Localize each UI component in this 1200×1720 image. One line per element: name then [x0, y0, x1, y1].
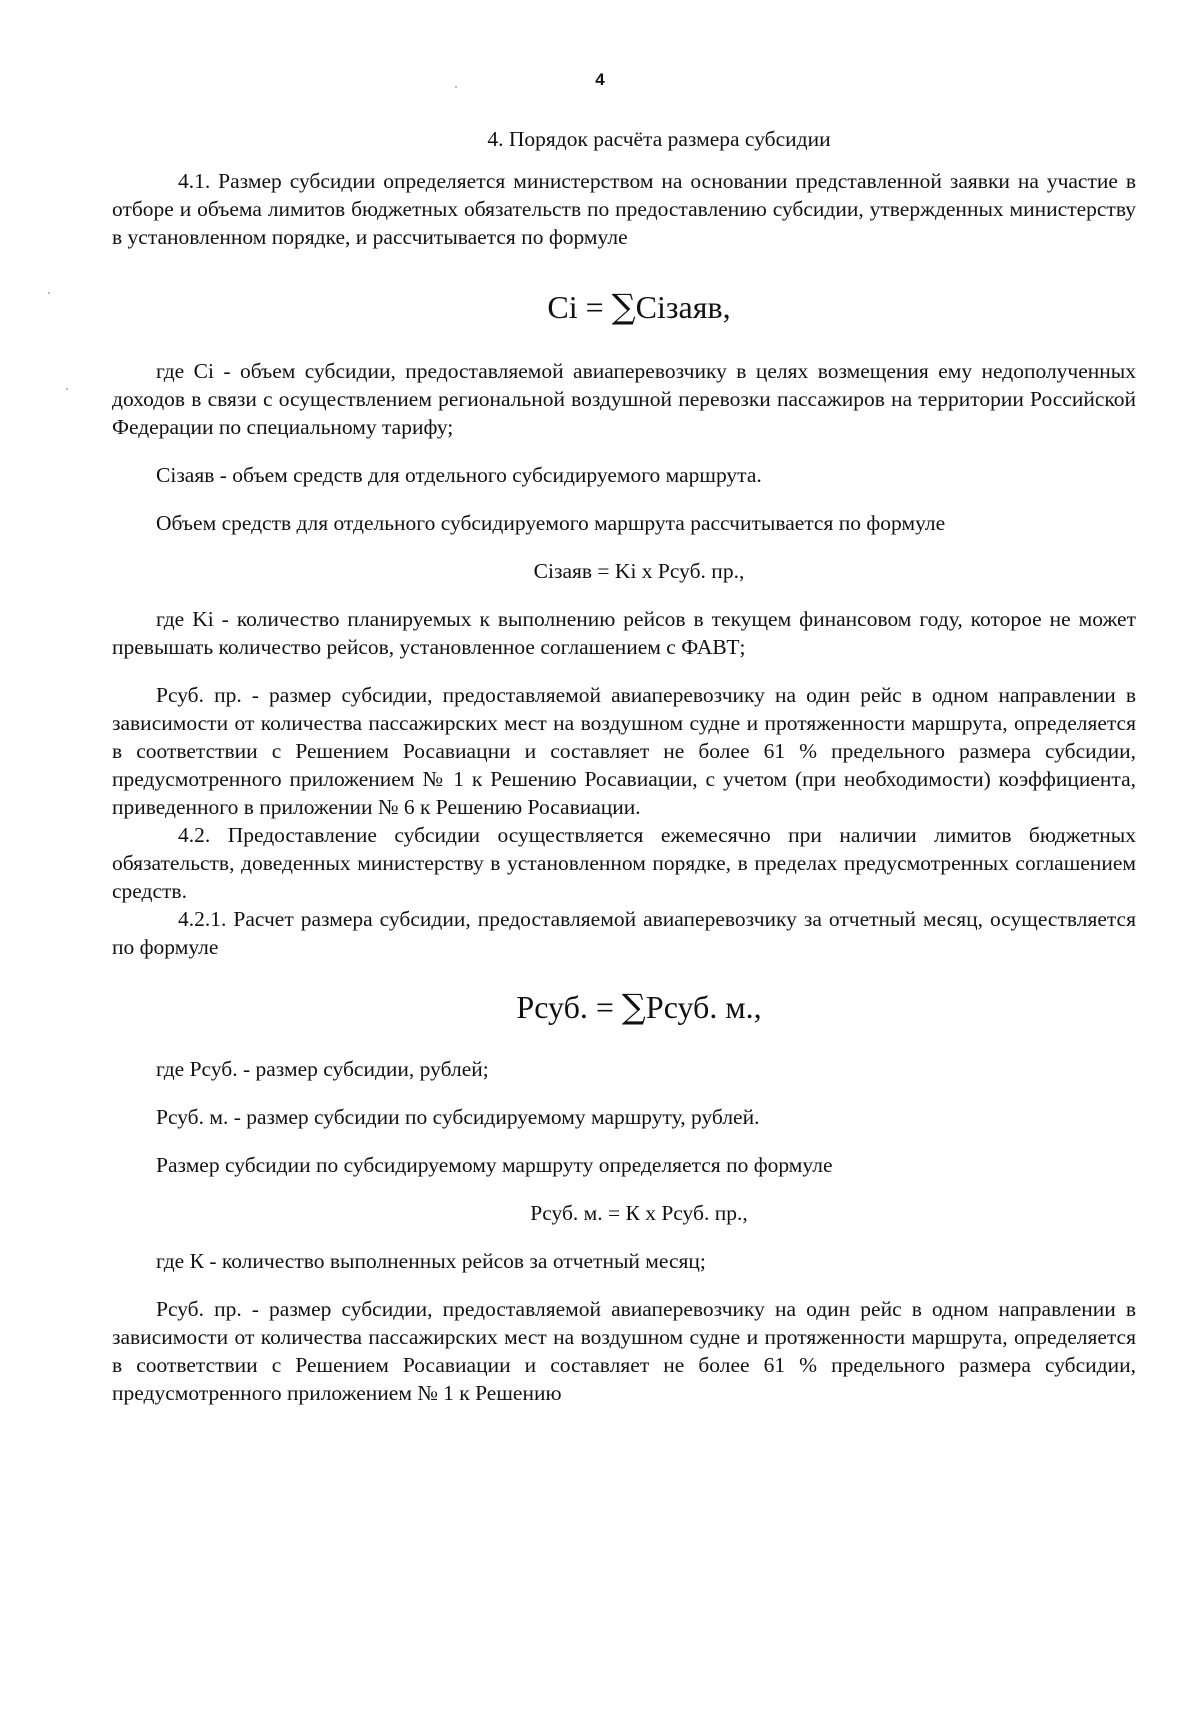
- scan-speck: [455, 86, 457, 88]
- formula-ci-left: Ci =: [547, 289, 612, 325]
- scan-speck: [48, 292, 50, 294]
- paragraph-ci-definition: где Ci - объем субсидии, предоставляемой авиаперевозчику в целях возмещения ему недополученных доходов в связи с осуществлением региональной воздушной перевозки пассажиров на территории Российской Федерации по специальному тарифу;: [112, 359, 1136, 439]
- formula-rsub-right: Рсуб. м.,: [645, 989, 762, 1025]
- paragraph-ki-definition: где Ki - количество планируемых к выполнению рейсов в текущем финансовом году, которое не может превышать количество рейсов, установленное соглашением с ФАВТ;: [112, 607, 1136, 659]
- paragraph-rsub-m-definition: Рсуб. м. - размер субсидии по субсидируемому маршруту, рублей.: [156, 1105, 760, 1129]
- paragraph-4-2-1: 4.2.1. Расчет размера субсидии, предоставляемой авиаперевозчику за отчетный месяц, осуществляется по формуле: [112, 907, 1136, 959]
- formula-rsub-left: Рсуб. =: [516, 989, 622, 1025]
- paragraph-route-intro: Размер субсидии по субсидируемому маршруту определяется по формуле: [156, 1153, 833, 1177]
- paragraph-rsub-definition: где Рсуб. - размер субсидии, рублей;: [156, 1057, 489, 1081]
- paragraph-cizayav-definition: Ciзаяв - объем средств для отдельного субсидируемого маршрута.: [156, 463, 762, 487]
- formula-rsub: [112, 987, 1136, 1027]
- formula-cizayav: Ciзаяв = Ki x Рсуб. пр.,: [533, 559, 745, 583]
- paragraph-4-2: 4.2. Предоставление субсидии осуществляется ежемесячно при наличии лимитов бюджетных обязательств, доведенных министерству в установленном порядке, в пределах предусмотренных соглашением средств.: [112, 823, 1136, 903]
- paragraph-k-definition: где К - количество выполненных рейсов за отчетный месяц;: [156, 1249, 706, 1273]
- sum-symbol: ∑: [621, 987, 646, 1026]
- page-number: 4: [595, 70, 605, 89]
- sum-symbol: ∑: [611, 287, 636, 326]
- formula-ci-right: Ciзаяв,: [635, 289, 731, 325]
- formula-rsub-m: Рсуб. м. = К x Рсуб. пр.,: [530, 1201, 748, 1225]
- paragraph-rsub-pr-definition-1: Рсуб. пр. - размер субсидии, предоставляемой авиаперевозчику на один рейс в одном направлении в зависимости от количества пассажирских мест на воздушном судне и протяженности маршрута, определяется в соответствии с Решением Росавиацни и составляет не более 61 % предельного размера субсидии, предусмотренного приложением № 1 к Решению Росавиации, с учетом (при необходимости) коэффициента, приведенного в приложении № 6 к Решению Росавиации.: [112, 683, 1136, 819]
- paragraph-rsub-pr-definition-2: Рсуб. пр. - размер субсидии, предоставляемой авиаперевозчику на один рейс в одном направлении в зависимости от количества пассажирских мест на воздушном судне и протяженности маршрута, определяется в соответствии с Решением Росавиации и составляет не более 61 % предельного размера субсидии, предусмотренного приложением № 1 к Решению: [112, 1297, 1136, 1405]
- paragraph-volume-intro: Объем средств для отдельного субсидируемого маршрута рассчитывается по формуле: [156, 511, 946, 535]
- section-heading: 4. Порядок расчёта размера субсидии: [487, 127, 831, 151]
- paragraph-4-1: 4.1. Размер субсидии определяется министерством на основании представленной заявки на участие в отборе и объема лимитов бюджетных обязательств по предоставлению субсидии, утвержденных министерству в установленном порядке, и рассчитывается по формуле: [112, 169, 1136, 249]
- document-body: [112, 125, 1136, 1407]
- scan-speck: [66, 388, 68, 390]
- formula-ci: [112, 287, 1136, 327]
